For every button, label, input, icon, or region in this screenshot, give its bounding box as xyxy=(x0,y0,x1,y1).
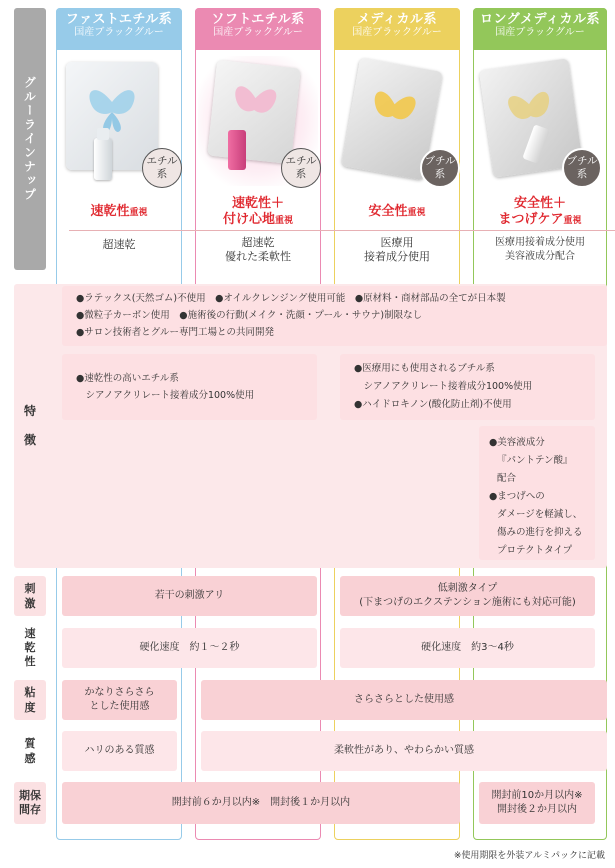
product-bottle xyxy=(228,130,246,170)
desc-line: 医療用 xyxy=(380,236,414,249)
feature-line: ●まつげへの xyxy=(489,491,545,502)
feature-line: ●サロン技術者とグルー専門工場との共同開発 xyxy=(76,327,275,338)
feature-line: ●速乾性の高いエチル系 xyxy=(76,373,179,384)
desc-line-2: 接着成分使用 xyxy=(364,250,430,263)
irritation-butyl xyxy=(340,576,595,616)
viscosity-others-text: さらさらとした使用感 xyxy=(354,694,454,705)
feature-line: ●美容液成分 xyxy=(489,437,545,448)
desc-line-2: 美容液成分配合 xyxy=(505,251,575,262)
texture-label xyxy=(14,730,46,772)
emphasis-text-2: まつげケア xyxy=(498,212,564,227)
column-subtitle: 国産ブラックグルー xyxy=(352,27,442,38)
desc-line-2: 優れた柔軟性 xyxy=(225,250,291,263)
feature-line: シアノアクリレート接着成分100%使用 xyxy=(76,390,255,401)
badge-text: ブチル 系 xyxy=(424,155,456,180)
emphasis-medical xyxy=(334,204,460,221)
feature-line: 配合 xyxy=(497,473,517,484)
texture-label-1: 質 xyxy=(24,737,36,750)
emphasis-text-2: 付け心地 xyxy=(222,212,275,227)
column-title: ソフトエチル系 xyxy=(211,12,305,27)
column-subtitle: 国産ブラックグルー xyxy=(495,27,585,38)
irritation-label-2: 激 xyxy=(24,597,36,610)
desc-line: 超速乾 xyxy=(102,238,136,251)
desc-fast-ethyl xyxy=(56,238,182,252)
drying-label-3: 性 xyxy=(24,655,36,668)
features-common xyxy=(62,286,607,346)
emphasis-text: 安全性＋ xyxy=(513,196,566,211)
irritation-label-1: 刺 xyxy=(24,582,36,595)
feature-line: ●医療用にも使用されるブチル系 xyxy=(354,363,495,374)
drying-label xyxy=(14,625,46,671)
emphasis-text: 速乾性 xyxy=(90,204,130,219)
feature-line: ●ラテックス(天然ゴム)不使用 ●オイルクレンジング使用可能 ●原材料・商材部品の全てが日本製 xyxy=(76,293,506,304)
shelf-long-text-2: 開封後２か月以内 xyxy=(497,804,577,815)
lineup-label-text: グルーラインナップ xyxy=(22,76,37,202)
shelf-label-2: 間存 xyxy=(19,803,41,816)
type-badge-ethyl xyxy=(142,148,182,188)
lineup-label xyxy=(14,8,46,270)
badge-text: エチル 系 xyxy=(285,155,317,180)
column-subtitle: 国産ブラックグルー xyxy=(74,27,164,38)
viscosity-others xyxy=(201,680,607,720)
features-butyl xyxy=(340,354,595,420)
badge-text: ブチル 系 xyxy=(566,155,598,180)
texture-others xyxy=(201,731,607,771)
desc-soft-ethyl xyxy=(195,236,321,264)
emphasis-long-medical xyxy=(473,196,607,229)
drying-butyl xyxy=(340,628,595,668)
features-label xyxy=(14,284,46,568)
desc-line: 超速乾 xyxy=(241,236,275,249)
texture-label-2: 感 xyxy=(24,752,36,765)
irritation-label xyxy=(14,576,46,616)
drying-ethyl-text: 硬化速度 約１～２秒 xyxy=(139,642,240,653)
product-pack-fast-ethyl xyxy=(66,62,158,170)
desc-medical xyxy=(334,236,460,264)
badge-text: エチル 系 xyxy=(146,155,178,180)
column-title: メディカル系 xyxy=(357,12,437,27)
shelf-standard xyxy=(62,782,460,824)
texture-fast-ethyl-text: ハリのある質感 xyxy=(84,745,155,756)
emphasis-soft-ethyl xyxy=(195,196,321,229)
footnote: ※使用期限を外装アルミパックに記載 xyxy=(453,851,605,861)
feature-line: ●微粒子カーボン使用 ●施術後の行動(メイク・洗顔・プール・サウナ)制限なし xyxy=(76,310,423,321)
shelf-long-text: 開封前10か月以内※ xyxy=(491,790,583,801)
feature-line: シアノアクリレート接着成分100%使用 xyxy=(354,381,533,392)
drying-butyl-text: 硬化速度 約3～4秒 xyxy=(421,642,514,653)
column-header-soft-ethyl xyxy=(195,8,321,50)
desc-long-medical xyxy=(473,236,607,264)
viscosity-label-1: 粘 xyxy=(24,686,36,699)
feature-line: 『パントテン酸』 xyxy=(497,455,573,466)
type-badge-butyl xyxy=(420,148,460,188)
emphasis-text: 安全性 xyxy=(368,204,408,219)
irritation-butyl-text: 低刺激タイプ xyxy=(437,583,498,594)
column-header-fast-ethyl xyxy=(56,8,182,50)
emphasis-tag: 重視 xyxy=(129,208,148,218)
column-title: ファストエチル系 xyxy=(65,12,173,27)
irritation-ethyl xyxy=(62,576,317,616)
column-subtitle: 国産ブラックグルー xyxy=(213,27,303,38)
shelf-long xyxy=(479,782,595,824)
product-bottle xyxy=(94,138,112,180)
product-bottle-cap xyxy=(97,128,109,140)
viscosity-text-2: とした使用感 xyxy=(89,701,150,712)
texture-others-text: 柔軟性があり、やわらかい質感 xyxy=(334,745,474,756)
shelf-standard-text: 開封前６か月以内※ 開封後１か月以内 xyxy=(171,797,351,808)
viscosity-text: かなりさらさら xyxy=(84,687,155,698)
column-header-medical xyxy=(334,8,460,50)
drying-label-1: 速 xyxy=(24,627,36,640)
column-header-long-medical xyxy=(473,8,607,50)
drying-label-2: 乾 xyxy=(24,641,36,654)
feature-line: プロテクトタイプ xyxy=(497,545,573,556)
butterfly-icon xyxy=(207,60,301,164)
divider xyxy=(487,230,615,231)
drying-ethyl xyxy=(62,628,317,668)
feature-line: 傷みの進行を抑える xyxy=(497,527,583,538)
viscosity-label-2: 度 xyxy=(24,701,36,714)
butterfly-icon xyxy=(66,62,158,170)
viscosity-fast-ethyl xyxy=(62,680,177,720)
column-title: ロングメディカル系 xyxy=(479,12,601,27)
irritation-ethyl-text: 若干の刺激アリ xyxy=(154,590,225,601)
feature-line: ●ハイドロキノン(酸化防止剤)不使用 xyxy=(354,399,512,410)
irritation-butyl-note: (下まつげのエクステンション施術にも対応可能) xyxy=(359,597,576,608)
features-label-2: 徴 xyxy=(23,433,36,447)
texture-fast-ethyl xyxy=(62,731,177,771)
shelf-label-1: 期保 xyxy=(19,789,41,802)
features-label-1: 特 xyxy=(23,404,36,418)
emphasis-fast-ethyl xyxy=(56,204,182,221)
type-badge-butyl xyxy=(562,148,602,188)
product-pack-soft-ethyl xyxy=(207,60,301,164)
shelf-label xyxy=(14,782,46,824)
features-ethyl xyxy=(62,354,317,420)
emphasis-tag: 重視 xyxy=(563,216,582,226)
viscosity-label xyxy=(14,680,46,720)
desc-line: 医療用接着成分使用 xyxy=(495,237,585,248)
type-badge-ethyl xyxy=(281,148,321,188)
emphasis-tag: 重視 xyxy=(407,208,426,218)
feature-line: ダメージを軽減し、 xyxy=(497,509,583,520)
features-long xyxy=(479,426,595,560)
emphasis-tag: 重視 xyxy=(275,216,294,226)
emphasis-text: 速乾性＋ xyxy=(231,196,284,211)
